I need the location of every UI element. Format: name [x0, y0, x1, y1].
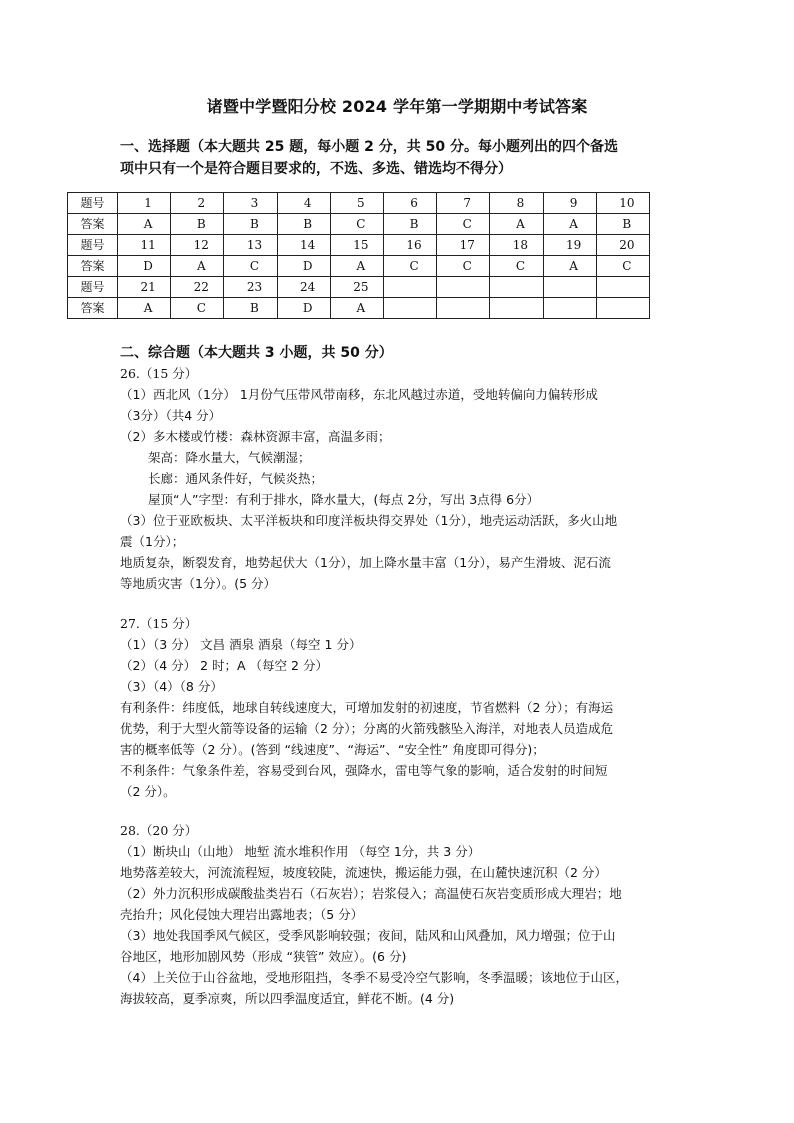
answer-cell: A: [330, 256, 383, 277]
answer-cell: C: [596, 256, 649, 277]
question-28: [120, 820, 695, 1009]
page-title: 诸暨中学暨阳分校 2024 学年第一学期期中考试答案: [206, 97, 588, 116]
answer-cell: A: [118, 298, 171, 319]
answer-cell: [383, 298, 436, 319]
answer-cell: [596, 298, 649, 319]
answer-cell: B: [277, 214, 330, 235]
answer-cell: C: [224, 256, 277, 277]
section1-line2: 项中只有一个是符合题目要求的，不选、多选、错选均不得分）: [120, 161, 512, 177]
question-number-cell: 25: [330, 277, 383, 298]
question-number-cell: 1: [118, 193, 171, 214]
q27-line: （3）（4）（8 分）: [120, 679, 223, 694]
question-number-row: [68, 235, 650, 256]
answer-cell: D: [118, 256, 171, 277]
q28-line: （2）外力沉积形成碳酸盐类岩石（石灰岩）；岩浆侵入；高温使石灰岩变质形成大理岩；地: [120, 886, 622, 901]
answer-cell: [490, 298, 543, 319]
question-number-cell: 11: [118, 235, 171, 256]
q28-line: （4）上关位于山谷盆地，受地形阻挡，冬季不易受冷空气影响，冬季温暖；该地位于山区，: [120, 970, 628, 985]
answer-cell: B: [383, 214, 436, 235]
section2-heading: 二、综合题（本大题共 3 小题，共 50 分）: [120, 345, 393, 361]
question-number-cell: 9: [543, 193, 596, 214]
q28-number: 28.（20 分）: [120, 823, 198, 838]
q27-line: （2）（4 分） 2 时；A （每空 2 分）: [120, 658, 328, 673]
question-number-cell: 4: [277, 193, 330, 214]
answer-cell: D: [277, 256, 330, 277]
q28-line: 海拔较高，夏季凉爽，所以四季温度适宜，鲜花不断。(4 分): [120, 991, 455, 1006]
answer-cell: A: [543, 214, 596, 235]
question-number-cell: 5: [330, 193, 383, 214]
q28-line: （3）地处我国季风气候区，受季风影响较强；夜间，陆风和山风叠加，风力增强；位于山: [120, 928, 616, 943]
question-number-cell: 8: [490, 193, 543, 214]
q26-line: 屋顶“人”字型：有利于排水，降水量大，(每点 2分，写出 3点得 6分）: [148, 492, 540, 507]
q27-line: （1）（3 分） 文昌 酒泉 酒泉（每空 1 分）: [120, 637, 362, 652]
answer-row: [68, 256, 650, 277]
q26-line: 震（1分）；: [120, 534, 185, 549]
q26-line: 地质复杂，断裂发育，地势起伏大（1分），加上降水量丰富（1分），易产生滑坡、泥石流: [120, 555, 611, 570]
question-26: [120, 363, 695, 594]
q26-line: （1）西北风（1分） 1月份气压带风带南移，东北风越过赤道，受地转偏向力偏转形成: [120, 387, 598, 402]
answer-cell: B: [596, 214, 649, 235]
answer-cell: A: [118, 214, 171, 235]
answer-row: [68, 214, 650, 235]
answer-row: [68, 298, 650, 319]
answer-cell: C: [437, 214, 490, 235]
question-number-cell: [383, 277, 436, 298]
question-number-cell: [596, 277, 649, 298]
question-number-cell: 15: [330, 235, 383, 256]
answer-cell: C: [330, 214, 383, 235]
question-number-cell: 24: [277, 277, 330, 298]
question-number-row: [68, 277, 650, 298]
question-number-cell: 21: [118, 277, 171, 298]
q26-line: （3）位于亚欧板块、太平洋板块和印度洋板块得交界处（1分），地壳运动活跃，多火山地: [120, 513, 618, 528]
q27-line: 有利条件：纬度低，地球自转线速度大，可增加发射的初速度，节省燃料（2 分）；有海运: [120, 700, 614, 715]
answer-cell: B: [224, 298, 277, 319]
question-number-row: [68, 193, 650, 214]
question-number-cell: [543, 277, 596, 298]
question-number-cell: 14: [277, 235, 330, 256]
question-number-cell: 16: [383, 235, 436, 256]
question-number-cell: 22: [171, 277, 224, 298]
question-number-cell: 12: [171, 235, 224, 256]
answer-cell: C: [383, 256, 436, 277]
question-number-cell: 2: [171, 193, 224, 214]
question-number-cell: 20: [596, 235, 649, 256]
question-number-cell: 7: [437, 193, 490, 214]
question-number-cell: [437, 277, 490, 298]
row-label-answer: 答案: [68, 256, 118, 277]
answer-cell: B: [224, 214, 277, 235]
row-label-question: 题号: [68, 193, 118, 214]
answer-table-body: [68, 193, 650, 319]
q26-line: 长廊：通风条件好，气候炎热；: [148, 471, 324, 486]
row-label-question: 题号: [68, 235, 118, 256]
q28-line: 谷地区，地形加剧风势（形成 “狭管” 效应）。(6 分): [120, 949, 407, 964]
q27-line: 不利条件：气象条件差，容易受到台风，强降水，雷电等气象的影响，适合发射的时间短: [120, 763, 608, 778]
q26-number: 26.（15 分）: [120, 366, 198, 381]
section1-line1: 一、选择题（本大题共 25 题，每小题 2 分，共 50 分。每小题列出的四个备选: [120, 139, 618, 155]
answer-cell: A: [330, 298, 383, 319]
answer-cell: [437, 298, 490, 319]
answer-cell: A: [171, 256, 224, 277]
q28-line: 壳抬升；风化侵蚀大理岩出露地表；（5 分）: [120, 907, 364, 922]
q27-number: 27.（15 分）: [120, 616, 198, 631]
q28-line: （1）断块山（山地） 地堑 流水堆积作用 （每空 1分，共 3 分）: [120, 844, 481, 859]
question-number-cell: 6: [383, 193, 436, 214]
section1-heading: [120, 136, 680, 180]
question-number-cell: 18: [490, 235, 543, 256]
answer-cell: A: [543, 256, 596, 277]
answer-cell: C: [171, 298, 224, 319]
row-label-answer: 答案: [68, 298, 118, 319]
answer-cell: A: [490, 214, 543, 235]
answer-table: [67, 192, 650, 319]
question-number-cell: 19: [543, 235, 596, 256]
q27-line: （2 分）。: [120, 784, 176, 799]
answer-cell: B: [171, 214, 224, 235]
question-number-cell: 3: [224, 193, 277, 214]
question-number-cell: 23: [224, 277, 277, 298]
question-number-cell: 17: [437, 235, 490, 256]
q26-line: （3分）（共4 分）: [120, 408, 222, 423]
question-number-cell: [490, 277, 543, 298]
row-label-question: 题号: [68, 277, 118, 298]
question-number-cell: 13: [224, 235, 277, 256]
answer-cell: C: [437, 256, 490, 277]
answer-cell: C: [490, 256, 543, 277]
answer-cell: [543, 298, 596, 319]
q28-line: 地势落差较大，河流流程短，坡度较陡，流速快，搬运能力强，在山麓快速沉积（2 分）: [120, 865, 607, 880]
q26-line: 等地质灾害（1分）。(5 分）: [120, 576, 277, 591]
q26-line: 架高：降水量大，气候潮湿；: [148, 450, 311, 465]
answer-cell: D: [277, 298, 330, 319]
q27-line: 优势，利于大型火箭等设备的运输（2 分）；分离的火箭残骸坠入海洋，对地表人员造成危: [120, 721, 614, 736]
q27-line: 害的概率低等（2 分）。(答到 “线速度”、“海运”、“安全性” 角度即可得分)；: [120, 742, 545, 757]
row-label-answer: 答案: [68, 214, 118, 235]
question-27: [120, 613, 695, 802]
question-number-cell: 10: [596, 193, 649, 214]
q26-line: （2）多木楼或竹楼：森林资源丰富，高温多雨；: [120, 429, 391, 444]
